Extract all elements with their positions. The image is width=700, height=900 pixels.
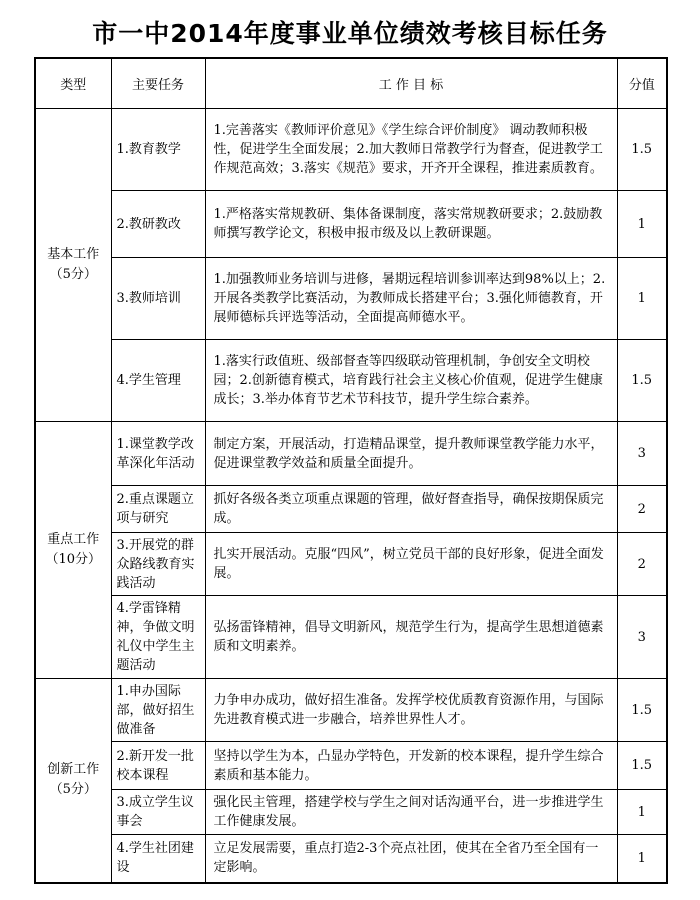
table-row (35, 596, 667, 679)
task-cell: 1.申办国际部，做好招生做准备 (111, 679, 205, 742)
score-cell: 1 (617, 790, 667, 835)
score-cell: 1 (617, 258, 667, 340)
category-cell-innovation (35, 679, 111, 883)
header-score: 分值 (617, 58, 667, 109)
goal-cell: 1.严格落实常规教研、集体备课制度，落实常规教研要求；2.鼓励教师撰写教学论文，积极申报市级及以上教研课题。 (205, 191, 617, 258)
table-header-row (35, 58, 667, 109)
task-cell: 4.学雷锋精神，争做文明礼仪中学生主题活动 (111, 596, 205, 679)
score-cell: 3 (617, 422, 667, 486)
category-label: 重点工作 (47, 532, 100, 547)
task-cell: 4.学生社团建设 (111, 835, 205, 883)
table-row (35, 422, 667, 486)
category-score: （5分） (49, 782, 97, 798)
goal-cell: 1.落实行政值班、级部督查等四级联动管理机制，争创安全文明校园；2.创新德育模式，培育践行社会主义核心价值观，促进学生健康成长；3.举办体育节艺术节科技节，提升学生综合素养。 (205, 340, 617, 422)
goal-cell: 弘扬雷锋精神，倡导文明新风，规范学生行为，提高学生思想道德素质和文明素养。 (205, 596, 617, 679)
task-cell: 1.教育教学 (111, 109, 205, 191)
goal-cell: 强化民主管理，搭建学校与学生之间对话沟通平台，进一步推进学生工作健康发展。 (205, 790, 617, 835)
category-label: 创新工作 (47, 762, 100, 778)
goal-cell: 1.加强教师业务培训与进修，暑期远程培训参训率达到98%以上；2.开展各类教学比赛活动，为教师成长搭建平台；3.强化师德教育，开展师德标兵评选等活动，全面提高师德水平。 (205, 258, 617, 340)
table-row (35, 835, 667, 883)
goal-cell: 扎实开展活动。克服“四风”，树立党员干部的良好形象，促进全面发展。 (205, 533, 617, 596)
score-cell: 2 (617, 533, 667, 596)
table-row (35, 679, 667, 742)
table-row (35, 533, 667, 596)
category-score: （10分） (45, 552, 102, 567)
goal-cell: 立足发展需要，重点打造2-3个亮点社团，使其在全省乃至全国有一定影响。 (205, 835, 617, 883)
score-cell: 1.5 (617, 679, 667, 742)
task-cell: 2.新开发一批校本课程 (111, 742, 205, 790)
task-cell: 3.开展党的群众路线教育实践活动 (111, 533, 205, 596)
table-row (35, 258, 667, 340)
score-cell: 1.5 (617, 109, 667, 191)
table-row (35, 109, 667, 191)
header-type: 类型 (35, 58, 111, 109)
table-row (35, 742, 667, 790)
goal-cell: 坚持以学生为本，凸显办学特色，开发新的校本课程，提升学生综合素质和基本能力。 (205, 742, 617, 790)
score-cell: 3 (617, 596, 667, 679)
header-task: 主要任务 (111, 58, 205, 109)
category-cell-basic (35, 109, 111, 422)
goal-cell: 力争申办成功，做好招生准备。发挥学校优质教育资源作用，与国际先进教育模式进一步融合，培养世界性人才。 (205, 679, 617, 742)
table-row (35, 191, 667, 258)
goal-cell: 1.完善落实《教师评价意见》《学生综合评价制度》 调动教师积极性，促进学生全面发展；2.加大教师日常教学行为督查，促进教学工作规范高效；3.落实《规范》要求，开齐开全课程，推进素质教育。 (205, 109, 617, 191)
header-goal: 工 作 目 标 (205, 58, 617, 109)
goals-table (34, 57, 668, 884)
task-cell: 2.重点课题立项与研究 (111, 486, 205, 533)
task-cell: 3.成立学生议事会 (111, 790, 205, 835)
category-score: （5分） (49, 267, 97, 282)
task-cell: 3.教师培训 (111, 258, 205, 340)
score-cell: 2 (617, 486, 667, 533)
score-cell: 1.5 (617, 742, 667, 790)
score-cell: 1.5 (617, 340, 667, 422)
table-row (35, 340, 667, 422)
goal-cell: 制定方案，开展活动，打造精品课堂，提升教师课堂教学能力水平，促进课堂教学效益和质量全面提升。 (205, 422, 617, 486)
score-cell: 1 (617, 191, 667, 258)
goal-cell: 抓好各级各类立项重点课题的管理，做好督查指导，确保按期保质完成。 (205, 486, 617, 533)
category-cell-key (35, 422, 111, 679)
score-cell: 1 (617, 835, 667, 883)
task-cell: 1.课堂教学改革深化年活动 (111, 422, 205, 486)
task-cell: 2.教研教改 (111, 191, 205, 258)
page-title: 市一中2014年度事业单位绩效考核目标任务 (92, 19, 608, 48)
table-row (35, 790, 667, 835)
task-cell: 4.学生管理 (111, 340, 205, 422)
category-label: 基本工作 (47, 247, 100, 262)
table-row (35, 486, 667, 533)
